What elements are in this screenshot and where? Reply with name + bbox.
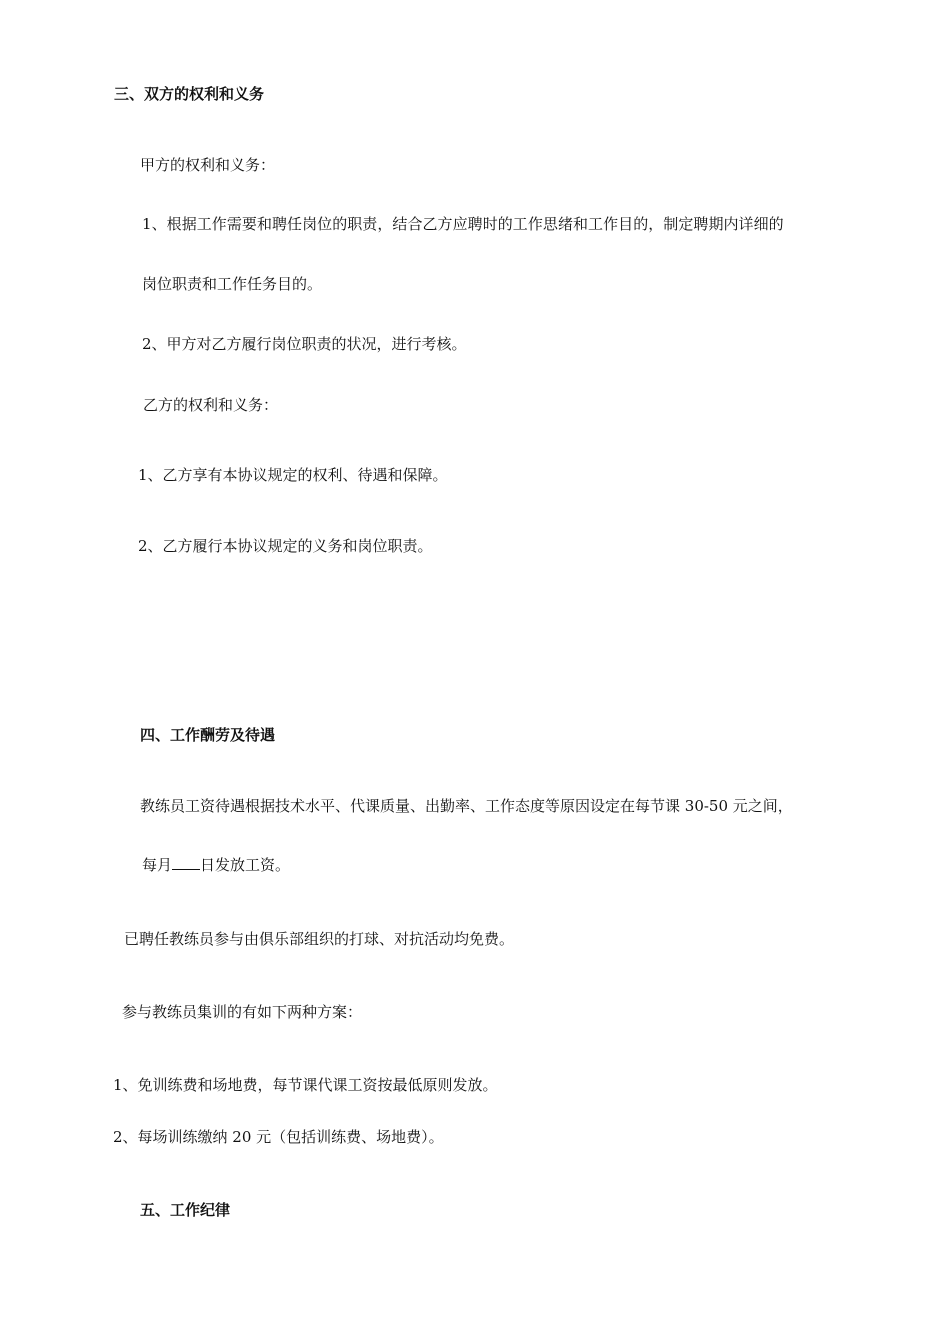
section-4-heading: 四、工作酬劳及待遇: [140, 726, 276, 744]
section-3-heading: 三、双方的权利和义务: [114, 85, 265, 103]
pay-line-1: 教练员工资待遇根据技术水平、代课质量、出勤率、工作态度等原因设定在每节课 30-50 元之间，: [140, 797, 793, 815]
party-a-item-1-line-2: 岗位职责和工作任务目的。: [142, 275, 323, 293]
party-b-item-1: 1、乙方享有本协议规定的权利、待遇和保障。: [138, 466, 448, 484]
pay-line-2-prefix: 每月: [142, 856, 173, 874]
training-option-1: 1、免训练费和场地费，每节课代课工资按最低原则发放。: [113, 1076, 498, 1094]
free-activities: 已聘任教练员参与由俱乐部组织的打球、对抗活动均免费。: [124, 930, 515, 948]
party-a-item-2: 2、甲方对乙方履行岗位职责的状况，进行考核。: [142, 335, 467, 353]
pay-line-2: [142, 855, 290, 875]
party-a-item-1-line-1: 1、根据工作需要和聘任岗位的职责，结合乙方应聘时的工作思绪和工作目的，制定聘期内详细的: [142, 215, 784, 233]
party-a-title: 甲方的权利和义务：: [140, 156, 276, 174]
section-5-heading: 五、工作纪律: [140, 1201, 231, 1219]
party-b-title: 乙方的权利和义务：: [143, 396, 279, 414]
pay-day-blank: [172, 855, 200, 870]
training-option-2: 2、每场训练缴纳 20 元（包括训练费、场地费）。: [113, 1128, 444, 1146]
training-title: 参与教练员集训的有如下两种方案：: [122, 1003, 363, 1021]
pay-line-2-suffix: 日发放工资。: [200, 856, 291, 874]
party-b-item-2: 2、乙方履行本协议规定的义务和岗位职责。: [138, 537, 433, 555]
